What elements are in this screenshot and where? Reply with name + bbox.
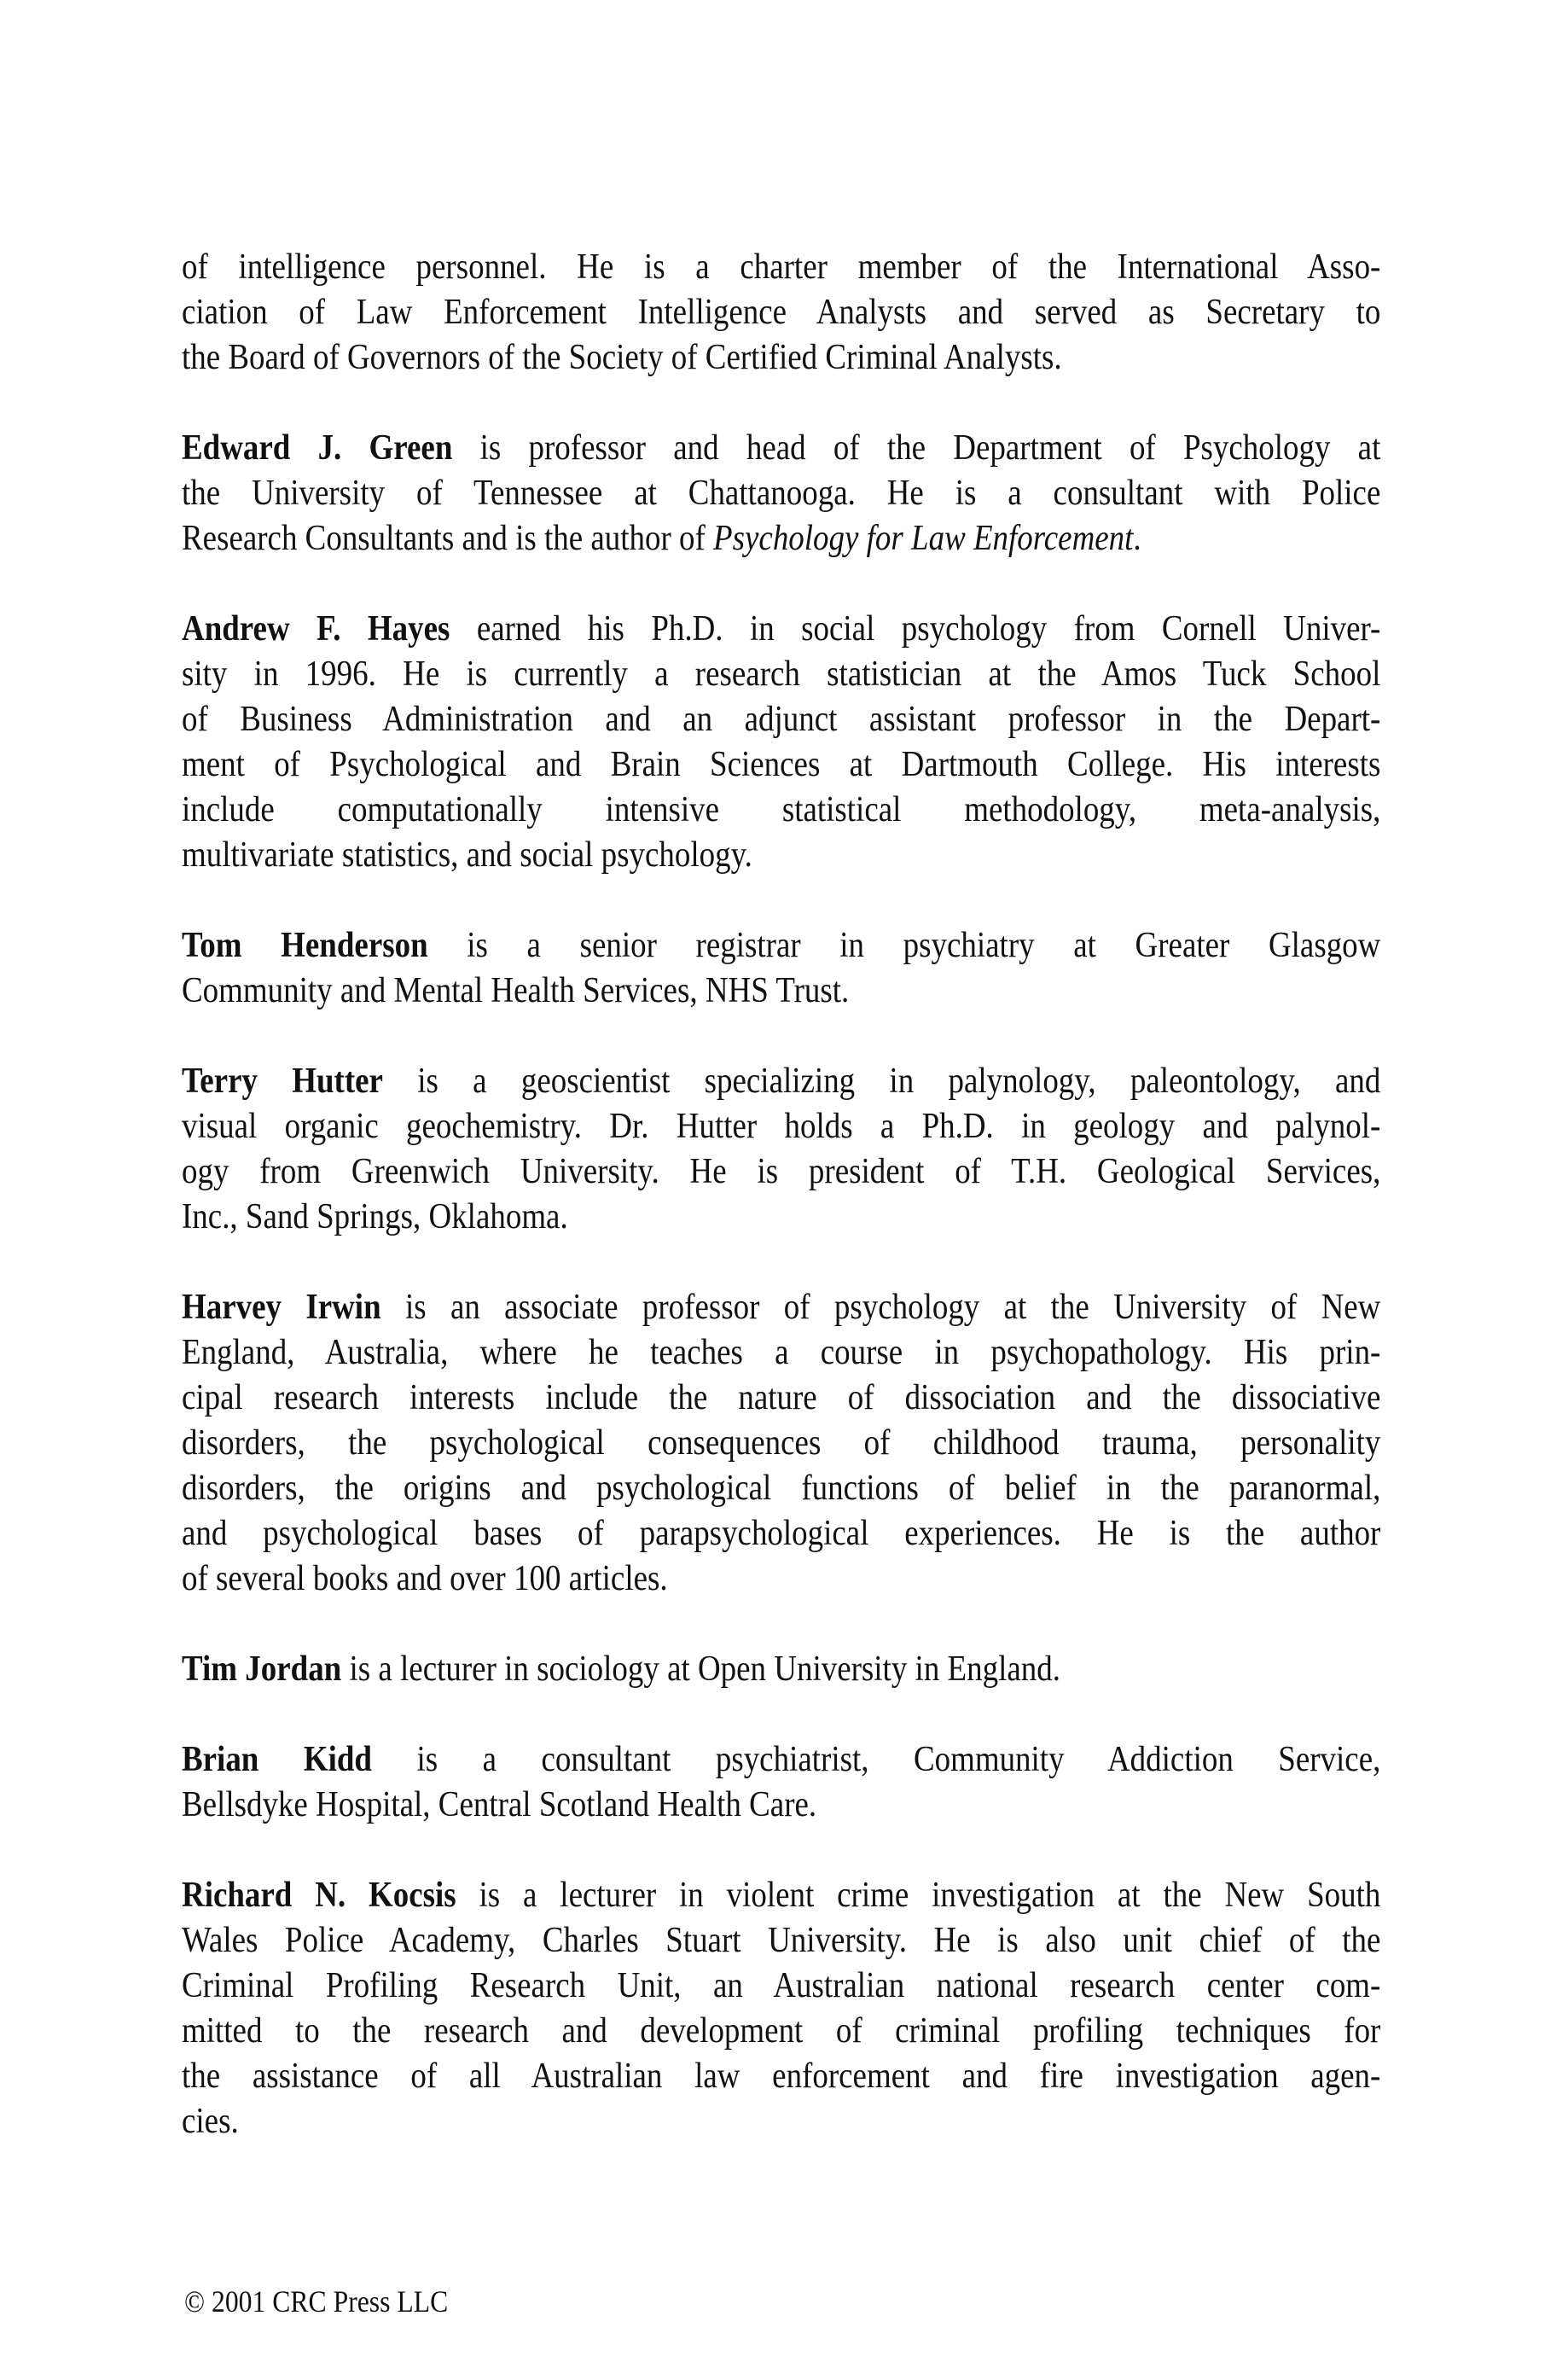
text-segment: ogy from Greenwich University. He is president of T.H. Geological Services, — [182, 1152, 1381, 1191]
contributor-name: Terry Hutter — [182, 1062, 383, 1101]
text-line — [182, 516, 1380, 561]
bio-paragraph — [182, 923, 1380, 1014]
bio-paragraph — [182, 426, 1380, 561]
text-line — [182, 1556, 1380, 1602]
text-segment: earned his Ph.D. in social psychology from Cornell Univer- — [450, 609, 1381, 649]
text-line — [182, 1149, 1380, 1195]
book-title: Psychology for Law Enforcement — [713, 519, 1134, 558]
text-segment: . — [1133, 519, 1141, 558]
text-line — [182, 1466, 1380, 1511]
text-line — [182, 290, 1380, 335]
text-line — [182, 923, 1380, 969]
text-segment: visual organic geochemistry. Dr. Hutter holds a Ph.D. in geology and palynol- — [182, 1107, 1381, 1146]
text-line — [182, 1376, 1380, 1421]
contributor-name: Edward J. Green — [182, 428, 453, 468]
text-segment: disorders, the psychological consequences of childhood trauma, personality — [182, 1423, 1381, 1463]
bio-paragraph — [182, 607, 1380, 878]
text-line — [182, 652, 1380, 697]
text-segment: the assistance of all Australian law enforcement and fire investigation agen- — [182, 2057, 1381, 2096]
text-line — [182, 1783, 1380, 1828]
text-segment: sity in 1996. He is currently a research statistician at the Amos Tuck School — [182, 655, 1381, 694]
text-line — [182, 1421, 1380, 1466]
text-segment: is an associate professor of psychology at the University of New — [380, 1288, 1381, 1327]
text-line — [182, 1511, 1380, 1556]
bio-paragraph — [182, 1285, 1380, 1602]
text-segment: ciation of Law Enforcement Intelligence Analysts and served as Secretary to — [182, 293, 1381, 332]
text-line — [182, 788, 1380, 833]
text-line — [182, 335, 1380, 381]
text-segment: cies. — [182, 2102, 239, 2141]
text-line — [182, 1330, 1380, 1376]
text-line — [182, 471, 1380, 516]
text-line — [182, 697, 1380, 742]
contributor-name: Harvey Irwin — [182, 1288, 381, 1327]
text-line — [182, 742, 1380, 788]
text-segment: is a lecturer in sociology at Open University in England. — [341, 1649, 1060, 1689]
text-segment: of intelligence personnel. He is a charter member of the International Asso- — [182, 247, 1381, 287]
text-line — [182, 1873, 1380, 1918]
text-segment: and psychological bases of parapsychological experiences. He is the author — [182, 1514, 1381, 1553]
text-segment: the University of Tennessee at Chattanooga. He is a consultant with Police — [182, 474, 1381, 513]
text-line — [182, 833, 1380, 878]
text-segment: cipal research interests include the nature of dissociation and the dissociative — [182, 1378, 1381, 1417]
text-segment: is a geoscientist specializing in palynology, paleontology, and — [382, 1062, 1381, 1101]
text-segment: is a lecturer in violent crime investigation at the New South — [456, 1876, 1381, 1915]
contributor-name: Tim Jordan — [182, 1649, 342, 1689]
text-segment: is a senior registrar in psychiatry at Greater Glasgow — [427, 926, 1381, 965]
text-segment: disorders, the origins and psychological functions of belief in the paranormal, — [182, 1469, 1381, 1508]
text-segment: is professor and head of the Department of Psychology at — [452, 428, 1381, 468]
text-line — [182, 607, 1380, 652]
contributor-name: Tom Henderson — [182, 926, 428, 965]
text-segment: of Business Administration and an adjunct assistant professor in the Depart- — [182, 700, 1381, 739]
text-line — [182, 1104, 1380, 1149]
text-line — [182, 1059, 1380, 1104]
text-segment: multivariate statistics, and social psychology. — [182, 835, 752, 875]
contributor-name: Brian Kidd — [182, 1740, 372, 1779]
text-segment: Community and Mental Health Services, NHS Trust. — [182, 971, 850, 1010]
text-line — [182, 969, 1380, 1014]
text-segment: Inc., Sand Springs, Oklahoma. — [182, 1197, 568, 1236]
bio-paragraph — [182, 1647, 1380, 1692]
contributor-name: Andrew F. Hayes — [182, 609, 450, 649]
text-segment: Criminal Profiling Research Unit, an Australian national research center com- — [182, 1966, 1381, 2005]
text-segment: England, Australia, where he teaches a course in psychopathology. His prin- — [182, 1333, 1381, 1372]
text-line — [182, 1647, 1380, 1692]
contributor-name: Richard N. Kocsis — [182, 1876, 456, 1915]
text-segment: is a consultant psychiatrist, Community Addiction Service, — [371, 1740, 1381, 1779]
copyright-notice: © 2001 CRC Press LLC — [184, 2284, 449, 2319]
text-line — [182, 2099, 1380, 2144]
text-segment: include computationally intensive statistical methodology, meta-analysis, — [182, 790, 1381, 829]
text-line — [182, 426, 1380, 471]
bio-paragraph — [182, 1873, 1380, 2144]
bio-paragraph — [182, 1059, 1380, 1240]
text-segment: Research Consultants and is the author of — [182, 519, 714, 558]
text-segment: ment of Psychological and Brain Sciences at Dartmouth College. His interests — [182, 745, 1381, 784]
text-line — [182, 1285, 1380, 1330]
text-line — [182, 245, 1380, 290]
text-line — [182, 1737, 1380, 1783]
text-line — [182, 1964, 1380, 2009]
text-line — [182, 2009, 1380, 2054]
bio-paragraph — [182, 245, 1380, 381]
text-segment: mitted to the research and development of criminal profiling techniques for — [182, 2011, 1381, 2051]
text-segment: Bellsdyke Hospital, Central Scotland Health Care. — [182, 1785, 817, 1824]
contributor-bios — [182, 245, 1380, 2190]
text-line — [182, 1918, 1380, 1964]
text-line — [182, 2054, 1380, 2099]
text-line — [182, 1195, 1380, 1240]
bio-paragraph — [182, 1737, 1380, 1828]
text-segment: the Board of Governors of the Society of Certified Criminal Analysts. — [182, 338, 1062, 377]
text-segment: Wales Police Academy, Charles Stuart University. He is also unit chief of the — [182, 1921, 1381, 1960]
text-segment: of several books and over 100 articles. — [182, 1559, 668, 1598]
